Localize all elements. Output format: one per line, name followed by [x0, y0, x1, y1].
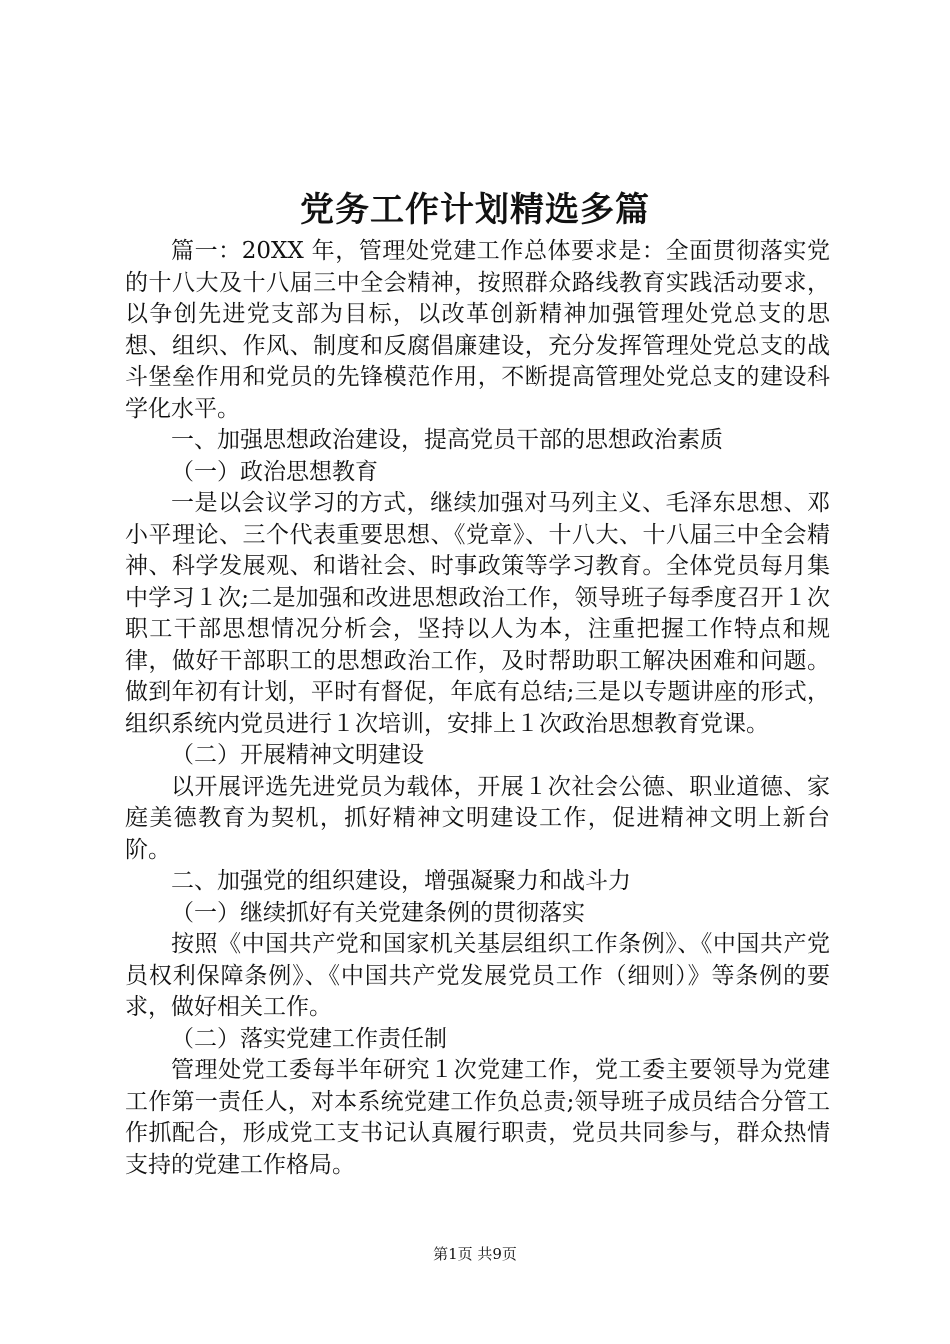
paragraph-intro: 篇一：20XX 年，管理处党建工作总体要求是：全面贯彻落实党的十八大及十八届三中全会精神，按照群众路线教育实践活动要求，以争创先进党支部为目标，以改革创新精神加强管理处党总支的思想、组织、作风、制度和反腐倡廉建设，充分发挥管理处党总支的战斗堡垒作用和党员的先锋模范作用，不断提高管理处党总支的建设科学化水平。	[125, 238, 830, 422]
document-title: 党务工作计划精选多篇	[300, 190, 650, 230]
section-heading-2: 二、加强党的组织建设，增强凝聚力和战斗力	[171, 868, 631, 894]
subsection-heading-2-2: （二）落实党建工作责任制	[171, 1025, 447, 1052]
subsection-heading-1-1: （一）政治思想教育	[171, 458, 378, 485]
paragraph-1-1: 一是以会议学习的方式，继续加强对马列主义、毛泽东思想、邓小平理论、三个代表重要思想、《党章》、十八大、十八届三中全会精神、科学发展观、和谐社会、时事政策等学习教育。全体党员每月集中学习１次;二是加强和改进思想政治工作，领导班子每季度召开１次职工干部思想情况分析会，坚持以人为本，注重把握工作特点和规律，做好干部职工的思想政治工作，及时帮助职工解决困难和问题。做到年初有计划，平时有督促，年底有总结;三是以专题讲座的形式，组织系统内党员进行１次培训，安排上１次政治思想教育党课。	[125, 490, 830, 737]
page-number-footer: 第1页 共9页	[433, 1245, 517, 1263]
paragraph-2-1: 按照《中国共产党和国家机关基层组织工作条例》、《中国共产党员权利保障条例》、《中国共产党发展党员工作（细则）》等条例的要求，做好相关工作。	[125, 931, 830, 1020]
section-heading-1: 一、加强思想政治建设，提高党员干部的思想政治素质	[171, 427, 723, 453]
paragraph-2-2: 管理处党工委每半年研究１次党建工作，党工委主要领导为党建工作第一责任人，对本系统党建工作负总责;领导班子成员结合分管工作抓配合，形成党工支书记认真履行职责，党员共同参与，群众热情支持的党建工作格局。	[125, 1057, 830, 1178]
document-body	[125, 236, 830, 1181]
subsection-heading-2-1: （一）继续抓好有关党建条例的贯彻落实	[171, 899, 585, 926]
paragraph-1-2: 以开展评选先进党员为载体，开展１次社会公德、职业道德、家庭美德教育为契机，抓好精神文明建设工作，促进精神文明上新台阶。	[125, 773, 830, 863]
subsection-heading-1-2: （二）开展精神文明建设	[171, 742, 424, 768]
